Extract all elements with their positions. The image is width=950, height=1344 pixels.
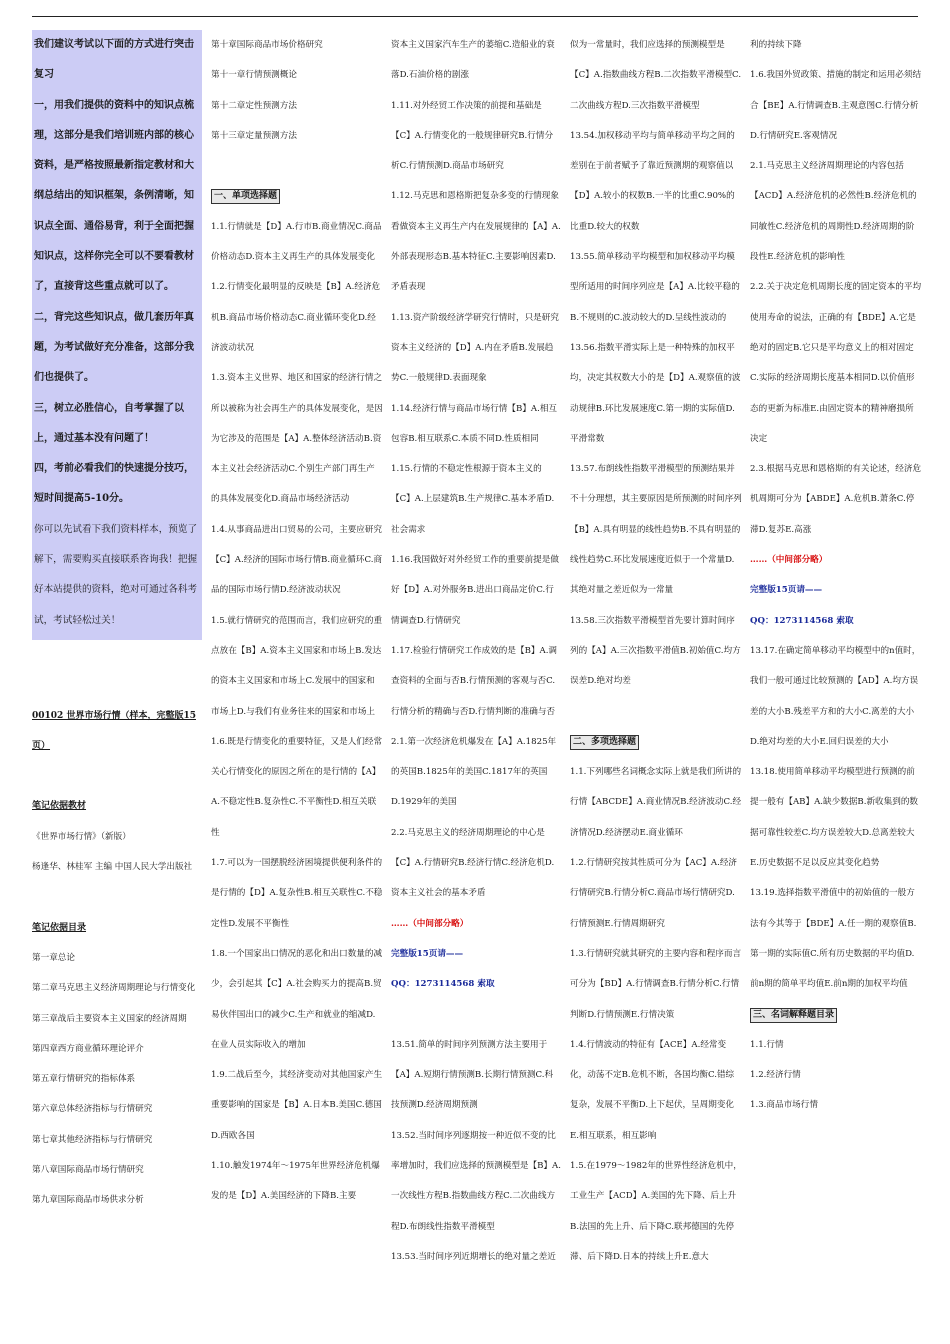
full-version-note: 完整版15页请—— (391, 948, 464, 959)
toc-item: 第一章总论 (32, 952, 75, 963)
question-item: 1.1.行情就是【D】A.行市B.商业情况C.商品价格动态D.资本主义再生产的具体发展变化 (211, 221, 382, 263)
question-item: 1.4.行情波动的特征有【ACE】A.经常变化，动荡不定B.危机不断，各国均衡C.错综复杂，发展不平衡D.上下起伏，呈周期变化E.相互联系，相互影响 (570, 1039, 735, 1141)
toc-item: 第五章行情研究的指标体系 (32, 1074, 136, 1085)
question-item: 1.1.下列哪些名词概念实际上就是我们所讲的行情【ABCDE】A.商业情况B.经济波动C.经济情况D.经济摆动E.商业循环 (570, 767, 742, 838)
book-title: 《世界市场行情》（新版） (32, 831, 131, 842)
full-version-note: 完整版15页请—— (750, 585, 823, 596)
question-item: 13.54.加权移动平均与简单移动平均之间的差别在于前者赋予了靠近预测期的观察值以【D】A.较小的权数B.一半的比重C.90%的比重D.较大的权数 (570, 130, 735, 232)
basis-heading: 笔记依据教材 (32, 801, 87, 812)
question-item: 1.10.触发1974年～1975年世界经济危机爆发的是【D】A.美国经济的下降B.主要 (211, 1160, 380, 1202)
question-item: 13.58.三次指数平滑模型首先要计算时间序列的【A】A.三次指数平滑值B.初始值C.均方误差D.绝对均差 (570, 615, 741, 687)
toc-heading: 笔记依据目录 (32, 922, 87, 933)
qq-contact: QQ：1273114568 索取 (391, 979, 495, 990)
question-item: 1.3.行情研究就其研究的主要内容和程序而言可分为【BD】A.行情调查B.行情分析C.行情判断D.行情预测E.行情决策 (570, 948, 742, 1020)
question-item: 1.13.资产阶级经济学研究行情时，只是研究资本主义经济的【D】A.内在矛盾B.发展趋势C.一般规律D.表面现象 (391, 312, 559, 384)
toc-item: 第六章总体经济指标与行情研究 (32, 1104, 153, 1115)
question-item: 1.2.行情变化最明显的反映是【B】A.经济危机B.商品市场价格动态C.商业循环变化D.经济波动状况 (211, 282, 381, 353)
omitted-note: ……（中间部分略） (391, 918, 469, 929)
column-2 (211, 30, 383, 1212)
question-item: 似为一常量时，我们应选择的预测模型是【C】A.指数曲线方程B.二次指数平滑模型C.二次曲线方程D.三次指数平滑模型 (570, 40, 742, 111)
question-item: 利的持续下降 (750, 40, 802, 50)
question-item: 1.3.资本主义世界、地区和国家的经济行情之所以被称为社会再生产的具体发展变化，是因为它涉及的范围是【A】A.整体经济活动B.资本主义社会经济活动C.个别生产部门再生产的具体发展变化D.商品市场经济活动 (211, 373, 383, 505)
question-item: 1.5.就行情研究的范围而言，我们应研究的重点放在【B】A.资本主义国家和市场上B.发达的资本主义国家和市场上C.发展中的国家和市场上D.与我们有业务往来的国家和市场上 (211, 615, 383, 717)
question-item: 1.17.检验行情研究工作成效的是【B】A.调查资料的全面与否B.行情预测的客观与否C.行情分析的精确与否D.行情判断的准确与否 (391, 645, 558, 717)
section-heading-term-list: 三、名词解释题目录 (750, 1008, 837, 1023)
question-item: 2.2.关于决定危机周期长度的固定资本的平均使用寿命的说法，正确的有【BDE】A.它是绝对的固定B.它只是平均意义上的相对固定C.实际的经济周期长度基本相同D.以价值形态的更新为标准E.由固定资本的精神磨损所决定 (750, 282, 922, 444)
term-item: 1.3.商品市场行情 (750, 1100, 818, 1111)
toc-item: 第三章战后主要资本主义国家的经济周期 (32, 1013, 187, 1024)
promo-line: 你可以先试看下我们资料样本，预览了解下，需要购买直接联系咨询我！把握好本站提供的资料，绝对可通过各科考试，考试轻松过关！ (34, 523, 198, 626)
question-item: 13.18.使用简单移动平均模型进行预测的前提一般有【AB】A.缺少数据B.新收集到的数据可靠性较差C.均方误差较大D.总离差较大E.历史数据不足以反应其变化趋势 (750, 767, 919, 869)
promo-title: 我们建议考试以下面的方式进行突击复习 (34, 39, 194, 81)
question-item: 13.56.指数平滑实际上是一种特殊的加权平均，决定其权数大小的是【D】A.观察值的波动规律B.环比发展速度C.第一期的实际值D.平滑常数 (570, 342, 741, 444)
top-rule (32, 16, 918, 17)
question-item: 1.7.可以为一国摆脱经济困境提供便利条件的是行情的【D】A.复杂性B.相互关联性C.不稳定性D.发展不平衡性 (211, 858, 383, 929)
book-authors: 杨逢华、林桂军 主编 中国人民大学出版社 (32, 862, 193, 873)
question-item: 13.55.简单移动平均模型和加权移动平均模型所适用的时间序列应是【A】A.比较平稳的B.不规则的C.波动较大的D.呈线性波动的 (570, 252, 740, 323)
column-3 (391, 30, 561, 1272)
toc-item: 第四章西方商业循环理论评介 (32, 1043, 144, 1054)
question-item: 资本主义国家汽车生产的萎缩C.造船业的衰落D.石油价格的剧涨 (391, 40, 555, 81)
question-item: 1.2.行情研究按其性质可分为【AC】A.经济行情研究B.行情分析C.商品市场行情研究D.行情预测E.行情周期研究 (570, 858, 738, 929)
question-item: 1.12.马克思和恩格斯把复杂多变的行情现象看做资本主义再生产内在发展规律的【A】A.外部表现形态B.基本特征C.主要影响因素D.矛盾表现 (391, 191, 561, 293)
doc-title: 00102 世界市场行情（样本，完整版15页） (32, 710, 196, 751)
question-item: 13.17.在确定简单移动平均模型中的n值时，我们一般可通过比较预测的【AD】A.均方误差的大小B.残差平方和的大小C.离差的大小D.绝对均差的大小E.回归误差的大小 (750, 645, 921, 747)
promo-line: 四，考前必看我们的快速提分技巧，短时间提高5-10分。 (34, 463, 194, 505)
toc-item: 第十一章行情预测概论 (211, 70, 297, 81)
toc-item: 第八章国际商品市场行情研究 (32, 1165, 144, 1176)
term-item: 1.2.经济行情 (750, 1070, 801, 1081)
term-item: 1.1.行情 (750, 1039, 784, 1050)
promo-line: 二，背完这些知识点，做几套历年真题，为考试做好充分准备，这部分我们也提供了。 (34, 311, 194, 384)
question-item: 1.11.对外经贸工作决策的前提和基础是【C】A.行情变化的一般规律研究B.行情分析C.行情预测D.商品市场研究 (391, 100, 554, 172)
toc-item: 第二章马克思主义经济周期理论与行情变化 (32, 983, 196, 994)
toc-item: 第十章国际商品市场价格研究 (211, 40, 323, 50)
column-4 (570, 30, 742, 1272)
omitted-note: ……（中间部分略） (750, 555, 828, 566)
question-item: 1.15.行情的不稳定性根源于资本主义的【C】A.上层建筑B.生产规律C.基本矛盾D.社会需求 (391, 464, 555, 535)
question-item: 1.16.我国做好对外经贸工作的重要前提是做好【D】A.对外服务B.进出口商品定价C.行情调查D.行情研究 (391, 555, 559, 626)
qq-contact: QQ：1273114568 索取 (750, 615, 854, 626)
question-item: 13.51.简单的时间序列预测方法主要用于【A】A.短期行情预测B.长期行情预测C.科技预测D.经济周期预测 (391, 1039, 554, 1111)
question-item: 2.1.马克思主义经济周期理论的内容包括【ACD】A.经济危机的必然性B.经济危机的同敏性C.经济危机的周期性D.经济周期的阶段性E.经济危机的影响性 (750, 161, 917, 263)
question-item: 13.57.布朗线性指数平滑模型的预测结果并不十分理想，其主要原因是所预测的时间序列【B】A.具有明显的线性趋势B.不具有明显的线性趋势C.环比发展速度近似于一个常量D.其绝对量之差近似为一常量 (570, 464, 742, 596)
question-item: 1.14.经济行情与商品市场行情【B】A.相互包容B.相互联系C.本质不同D.性质相同 (391, 403, 558, 444)
question-item: 2.2.马克思主义的经济周期理论的中心是【C】A.行情研究B.经济行情C.经济危机D.资本主义社会的基本矛盾 (391, 827, 555, 899)
question-item: 13.19.选择指数平滑值中的初始值的一般方法有今其等于【BDE】A.任一期的观察值B.第一期的实际值C.所有历史数据的平均值D.前n期的简单平均值E.前n期的加权平均值 (750, 888, 917, 990)
column-5 (750, 30, 922, 1121)
promo-line: 三，树立必胜信心，自考掌握了以上，通过基本没有问题了！ (34, 402, 184, 444)
toc-item: 第十三章定量预测方法 (211, 130, 297, 141)
question-item: 1.9.二战后至今，其经济变动对其他国家产生重要影响的国家是【B】A.日本B.美国C.德国D.西欧各国 (211, 1070, 383, 1141)
section-heading-single-choice: 一、单项选择题 (211, 189, 280, 204)
question-item: 1.5.在1979～1982年的世界性经济危机中，工业生产【ACD】A.美国的先下降、后上升B.法国的先上升、后下降C.联邦德国的先停滞、后下降D.日本的持续上升E.意大 (570, 1160, 742, 1262)
question-item: 1.8.一个国家出口情况的恶化和出口数量的减少，会引起其【C】A.社会购买力的提高B.贸易伙伴国出口的减少C.生产和就业的缩减D.在业人员实际收入的增加 (211, 948, 383, 1050)
question-item: 1.6.我国外贸政策、措施的制定和运用必须结合【BE】A.行情调查B.主观意图C.行情分析D.行情研究E.客观情况 (750, 70, 922, 141)
question-item: 13.53.当时间序列近期增长的绝对量之差近 (391, 1251, 556, 1262)
section-heading-multiple-choice: 二、多项选择题 (570, 735, 639, 750)
promo-line: 一，用我们提供的资料中的知识点梳理，这部分是我们培训班内部的核心资料，是严格按照最新指定教材和大纲总结出的知识框架，条例清晰，知识点全面、通俗易背，利于全面把握知识点，这样你完全可以不要看教材了，直接背这些重点就可以了。 (34, 99, 194, 293)
question-item: 1.6.既是行情变化的重要特征，又是人们经常关心行情变化的原因之所在的是行情的【A】A.不稳定性B.复杂性C.不平衡性D.相互关联性 (211, 736, 383, 838)
question-item: 1.4.从事商品进出口贸易的公司，主要应研究【C】A.经济的国际市场行情B.商业循环C.商品的国际市场行情D.经济波动状况 (211, 524, 383, 596)
toc-item: 第七章其他经济指标与行情研究 (32, 1134, 153, 1145)
question-item: 2.3.根据马克思和恩格斯的有关论述，经济危机周期可分为【ABDE】A.危机B.萧条C.停滞D.复苏E.高涨 (750, 464, 922, 535)
question-item: 13.52.当时间序列逐期按一种近似不变的比率增加时，我们应选择的预测模型是【B】A.一次线性方程B.指数曲线方程C.二次曲线方程D.布朗线性指数平滑模型 (391, 1130, 561, 1232)
column-1 (32, 30, 202, 1216)
promo-box (32, 30, 202, 640)
toc-item: 第九章国际商品市场供求分析 (32, 1195, 144, 1206)
question-item: 2.1.第一次经济危机爆发在【A】A.1825年的英国B.1825年的美国C.1817年的英国D.1929年的美国 (391, 736, 557, 808)
toc-item: 第十二章定性预测方法 (211, 100, 297, 111)
